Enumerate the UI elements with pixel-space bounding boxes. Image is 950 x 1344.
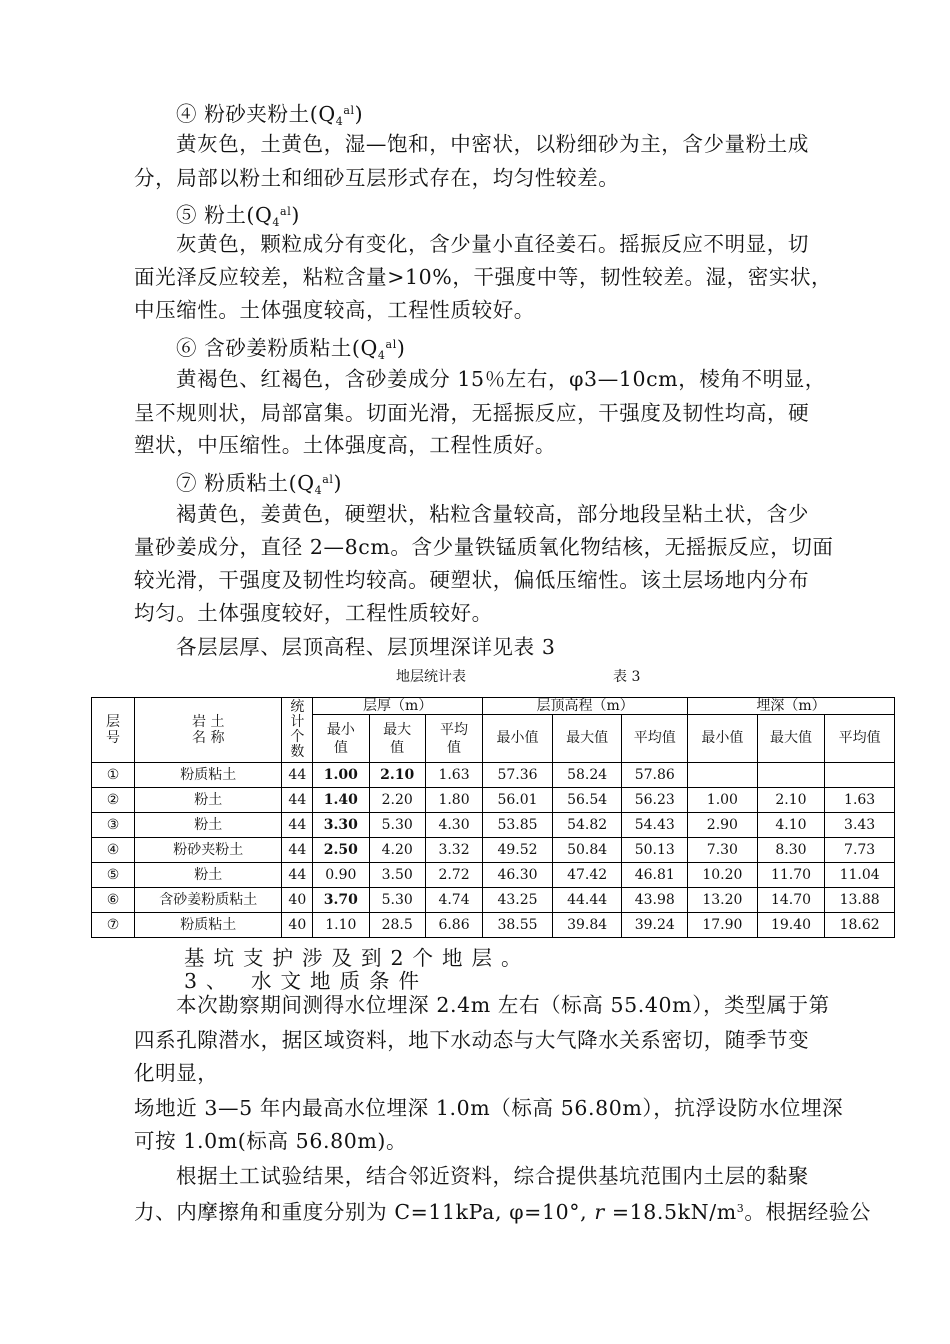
header-t-max <box>369 715 425 763</box>
hydrogeology-heading: 3、 水文地质条件 <box>184 969 429 993</box>
section-5-text-2: 面光泽反应较差，粘粒含量>10%，干强度中等，韧性较差。湿，密实状， <box>134 265 833 289</box>
cell-e-min: 49.52 <box>483 838 553 863</box>
table-number: 表 3 <box>613 669 641 685</box>
cell-e-avg: 54.43 <box>622 813 688 838</box>
cell-t-max: 3.50 <box>369 863 425 888</box>
q-subscript: 4 <box>272 216 281 229</box>
soil-params-text-2 <box>134 1197 871 1224</box>
header-elevation: 层顶高程（m） <box>483 698 688 715</box>
cell-e-max: 56.54 <box>552 788 622 813</box>
q-superscript: al <box>343 104 355 117</box>
cell-d-max: 8.30 <box>757 838 825 863</box>
section-5-text-3: 中压缩性。土体强度较高，工程性质较好。 <box>134 298 535 322</box>
cell-d-min: 13.20 <box>688 888 758 913</box>
header-name-text: 岩 土 名 称 <box>192 714 225 746</box>
cell-d-avg: 3.43 <box>825 813 895 838</box>
cell-d-min: 7.30 <box>688 838 758 863</box>
section-4-text-2: 分，局部以粉土和细砂互层形式存在，均匀性较差。 <box>134 166 620 190</box>
soil-params-cohesion: 力、内摩擦角和重度分别为 C=11kPa, <box>134 1200 510 1224</box>
cell-name: 粉质粘土 <box>135 913 282 938</box>
unit-superscript: 3 <box>736 1202 745 1215</box>
q-close: ) <box>333 471 343 495</box>
q-subscript: 4 <box>335 115 344 128</box>
soil-params-friction-angle: φ=10°, <box>509 1200 588 1224</box>
cell-t-min: 1.40 <box>313 788 369 813</box>
q-superscript: al <box>280 205 292 218</box>
cell-t-avg: 6.86 <box>425 913 482 938</box>
cell-d-min: 10.20 <box>688 863 758 888</box>
cell-t-min: 0.90 <box>313 863 369 888</box>
header-row-1 <box>92 698 895 715</box>
cell-count: 44 <box>282 863 313 888</box>
section-6-title: ⑥ 含砂姜粉质粘土(Q <box>176 336 378 360</box>
cell-t-max: 2.20 <box>369 788 425 813</box>
table-row <box>92 863 895 888</box>
table-row <box>92 913 895 938</box>
section-7-text-2: 量砂姜成分，直径 2—8cm。含少量铁锰质氧化物结核，无摇振反应，切面 <box>134 535 834 559</box>
cell-t-max: 2.10 <box>369 763 425 788</box>
cell-e-min: 56.01 <box>483 788 553 813</box>
header-d-avg: 平均值 <box>825 715 895 763</box>
header-depth: 埋深（m） <box>688 698 895 715</box>
header-count-text: 统计个数 <box>290 699 305 760</box>
cell-d-max: 4.10 <box>757 813 825 838</box>
cell-count: 44 <box>282 838 313 863</box>
q-close: ) <box>291 203 300 227</box>
cell-count: 40 <box>282 888 313 913</box>
cell-e-max: 54.82 <box>552 813 622 838</box>
header-e-max: 最大值 <box>552 715 622 763</box>
cell-count: 44 <box>282 813 313 838</box>
header-t-min <box>313 715 369 763</box>
cell-name: 粉质粘土 <box>135 763 282 788</box>
q-close: ) <box>396 336 406 360</box>
cell-e-avg: 43.98 <box>622 888 688 913</box>
cell-t-max: 5.30 <box>369 813 425 838</box>
cell-d-avg: 13.88 <box>825 888 895 913</box>
section-4-text-1: 黄灰色，土黄色，湿—饱和，中密状，以粉细砂为主，含少量粉土成 <box>176 132 809 156</box>
table-row <box>92 888 895 913</box>
hydro-text-1: 本次勘察期间测得水位埋深 2.4m 左右（标高 55.40m），类型属于第 <box>176 993 830 1017</box>
cell-e-avg: 57.86 <box>622 763 688 788</box>
cell-t-avg: 4.74 <box>425 888 482 913</box>
table-caption: 地层统计表 <box>396 669 466 685</box>
cell-e-min: 53.85 <box>483 813 553 838</box>
section-6-text-3: 塑状，中压缩性。土体强度高，工程性质好。 <box>134 433 556 457</box>
cell-d-avg <box>825 763 895 788</box>
header-name <box>135 698 282 763</box>
cell-d-avg: 11.04 <box>825 863 895 888</box>
cell-d-min <box>688 763 758 788</box>
section-7-text-1: 褐黄色，姜黄色，硬塑状，粘粒含量较高，部分地段呈粘土状，含少 <box>176 502 809 526</box>
q-superscript: al <box>385 338 397 351</box>
cell-name: 粉土 <box>135 788 282 813</box>
soil-params-gamma-symbol: r <box>587 1200 612 1224</box>
cell-count: 40 <box>282 913 313 938</box>
cell-d-avg: 18.62 <box>825 913 895 938</box>
section-5-heading <box>176 200 300 235</box>
cell-d-max <box>757 763 825 788</box>
header-d-max: 最大值 <box>757 715 825 763</box>
cell-t-max: 5.30 <box>369 888 425 913</box>
table-row <box>92 813 895 838</box>
header-layer-text: 层号 <box>106 714 120 746</box>
cell-e-max: 39.84 <box>552 913 622 938</box>
cell-t-avg: 2.72 <box>425 863 482 888</box>
cell-e-avg: 50.13 <box>622 838 688 863</box>
header-d-min: 最小值 <box>688 715 758 763</box>
section-7-text-3: 较光滑，干强度及韧性均较高。硬塑状，偏低压缩性。该土层场地内分布 <box>134 568 810 592</box>
cell-layer: ④ <box>92 838 135 863</box>
section-5-title: ⑤ 粉土(Q <box>176 203 273 227</box>
cell-layer: ⑤ <box>92 863 135 888</box>
cell-t-min: 1.10 <box>313 913 369 938</box>
section-7-text-4: 均匀。土体强度较好，工程性质较好。 <box>134 601 493 625</box>
cell-count: 44 <box>282 763 313 788</box>
header-t-avg <box>425 715 482 763</box>
hydro-text-4: 场地近 3—5 年内最高水位埋深 1.0m（标高 56.80m），抗浮设防水位埋深 <box>134 1096 844 1120</box>
cell-name: 粉土 <box>135 813 282 838</box>
cell-d-min: 17.90 <box>688 913 758 938</box>
cell-count: 44 <box>282 788 313 813</box>
cell-t-min: 1.00 <box>313 763 369 788</box>
cell-e-avg: 46.81 <box>622 863 688 888</box>
cell-t-min: 3.70 <box>313 888 369 913</box>
cell-t-min: 2.50 <box>313 838 369 863</box>
strata-table <box>91 697 895 938</box>
table-reference: 各层层厚、层顶高程、层顶埋深详见表 3 <box>176 635 556 659</box>
table-row <box>92 763 895 788</box>
header-count <box>282 698 313 763</box>
cell-e-max: 58.24 <box>552 763 622 788</box>
cell-e-min: 43.25 <box>483 888 553 913</box>
table-row <box>92 788 895 813</box>
cell-name: 含砂姜粉质粘土 <box>135 888 282 913</box>
section-4-heading <box>176 99 363 134</box>
hydro-text-3: 化明显， <box>134 1061 219 1085</box>
section-4-title: ④ 粉砂夹粉土(Q <box>176 102 336 126</box>
soil-params-tail: 。根据经验公 <box>744 1200 871 1224</box>
cell-e-min: 57.36 <box>483 763 553 788</box>
cell-e-avg: 56.23 <box>622 788 688 813</box>
header-layer <box>92 698 135 763</box>
q-superscript: al <box>322 473 334 486</box>
header-e-min: 最小值 <box>483 715 553 763</box>
cell-layer: ⑦ <box>92 913 135 938</box>
cell-d-max: 14.70 <box>757 888 825 913</box>
cell-layer: ⑥ <box>92 888 135 913</box>
cell-t-avg: 1.63 <box>425 763 482 788</box>
hydro-text-2: 四系孔隙潜水，据区域资料，地下水动态与大气降水关系密切，随季节变 <box>134 1028 810 1052</box>
section-7-title: ⑦ 粉质粘土(Q <box>176 471 315 495</box>
cell-t-avg: 4.30 <box>425 813 482 838</box>
cell-d-avg: 7.73 <box>825 838 895 863</box>
cell-d-max: 2.10 <box>757 788 825 813</box>
hydro-text-5: 可按 1.0m(标高 56.80m)。 <box>134 1129 408 1153</box>
cell-e-min: 38.55 <box>483 913 553 938</box>
header-thickness: 层厚（m） <box>313 698 483 715</box>
cell-t-avg: 1.80 <box>425 788 482 813</box>
cell-layer: ① <box>92 763 135 788</box>
q-subscript: 4 <box>314 484 323 497</box>
cell-name: 粉砂夹粉土 <box>135 838 282 863</box>
cell-t-max: 4.20 <box>369 838 425 863</box>
cell-e-min: 46.30 <box>483 863 553 888</box>
cell-e-max: 47.42 <box>552 863 622 888</box>
header-t-max-text: 最大 值 <box>383 721 412 756</box>
soil-params-unit-weight: =18.5kN/m <box>611 1200 737 1224</box>
section-6-text-2: 呈不规则状，局部富集。切面光滑，无摇振反应，干强度及韧性均高，硬 <box>134 401 810 425</box>
cell-d-min: 1.00 <box>688 788 758 813</box>
section-5-text-1: 灰黄色，颗粒成分有变化，含少量小直径姜石。摇振反应不明显，切 <box>176 232 809 256</box>
pit-support-note: 基坑支护涉及到2个地层。 <box>184 946 531 970</box>
cell-layer: ② <box>92 788 135 813</box>
table-row <box>92 838 895 863</box>
cell-e-avg: 39.24 <box>622 913 688 938</box>
cell-t-min: 3.30 <box>313 813 369 838</box>
cell-t-max: 28.5 <box>369 913 425 938</box>
header-t-min-text: 最小 值 <box>326 721 355 756</box>
section-7-heading <box>176 468 342 503</box>
cell-t-avg: 3.32 <box>425 838 482 863</box>
cell-e-max: 50.84 <box>552 838 622 863</box>
q-close: ) <box>354 102 364 126</box>
header-t-avg-text: 平均 值 <box>440 721 469 756</box>
cell-name: 粉土 <box>135 863 282 888</box>
cell-d-max: 11.70 <box>757 863 825 888</box>
cell-layer: ③ <box>92 813 135 838</box>
section-6-heading <box>176 333 405 368</box>
cell-e-max: 44.44 <box>552 888 622 913</box>
header-e-avg: 平均值 <box>622 715 688 763</box>
soil-params-text-1: 根据土工试验结果，结合邻近资料，综合提供基坑范围内土层的黏聚 <box>176 1164 809 1188</box>
cell-d-max: 19.40 <box>757 913 825 938</box>
section-6-text-1: 黄褐色、红褐色，含砂姜成分 15％左右，φ3—10cm，棱角不明显， <box>176 367 826 391</box>
cell-d-min: 2.90 <box>688 813 758 838</box>
cell-d-avg: 1.63 <box>825 788 895 813</box>
q-subscript: 4 <box>377 349 386 362</box>
